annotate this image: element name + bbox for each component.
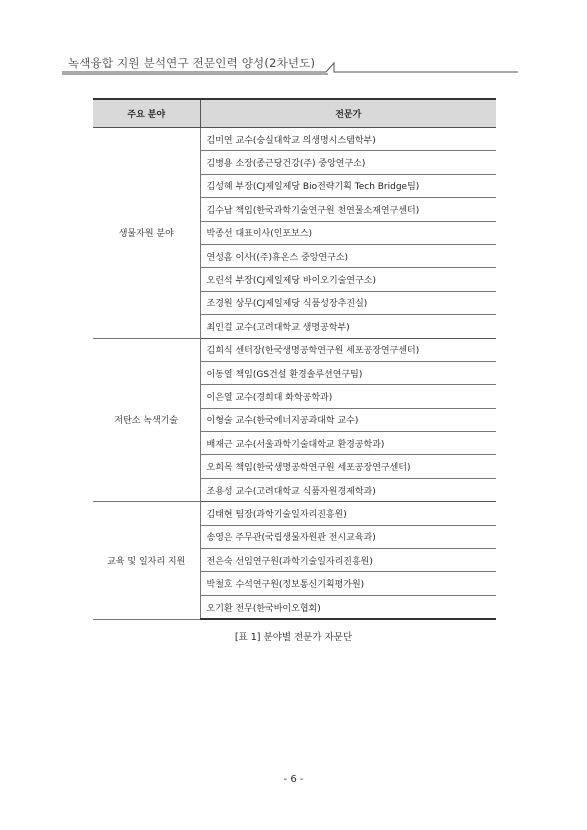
expert-cell: 오희목 책임(한국생명공학연구원 세포공장연구센터) [200,455,496,478]
expert-cell: 이형술 교수(한국에너지공과대학 교수) [200,408,496,431]
expert-cell: 조경원 상무(CJ제일제당 식품성장추진실) [200,291,496,314]
expert-cell: 이동열 책임(GS건설 환경솔루션연구팀) [200,361,496,384]
expert-cell: 김희식 센터장(한국생명공학연구원 세포공장연구센터) [200,338,496,361]
expert-cell: 김병용 소장(종근당건강(주) 중앙연구소) [200,151,496,174]
expert-cell: 박종선 대표이사(인포보스) [200,221,496,244]
expert-cell: 김태현 팀장(과학기술일자리진흥원) [200,502,496,525]
expert-cell: 김미연 교수(숭실대학교 의생명시스템학부) [200,128,496,151]
expert-cell: 조용성 교수(고려대학교 식품자원경제학과) [200,478,496,501]
expert-advisory-table [93,98,496,620]
expert-cell: 배재근 교수(서울과학기술대학교 환경공학과) [200,432,496,455]
field-cell: 저탄소 녹색기술 [93,338,200,502]
table-row [93,338,496,361]
column-header-field: 주요 분야 [93,99,200,128]
column-header-experts: 전문가 [200,99,496,128]
field-cell: 교육 및 일자리 지원 [93,502,200,619]
expert-cell: 최인걸 교수(고려대학교 생명공학부) [200,315,496,338]
header-title: 녹색융합 지원 분석연구 전문인력 양성(2차년도) [68,56,316,70]
page-number: - 6 - [283,774,304,785]
expert-cell: 박철호 수석연구원(정보통신기획평가원) [200,572,496,595]
expert-cell: 전은숙 선임연구원(과학기술일자리진흥원) [200,549,496,572]
field-cell: 생물자원 분야 [93,128,200,339]
table-caption: [표 1] 분야별 전문가 자문단 [234,632,353,643]
expert-cell: 연성흠 이사((주)휴온스 중앙연구소) [200,244,496,267]
header-rule [0,0,587,90]
expert-cell: 송영은 주무관(국립생물자원관 전시교육과) [200,525,496,548]
expert-cell: 김성혜 부장(CJ제일제당 Bio전략기획 Tech Bridge팀) [200,174,496,197]
expert-cell: 김수남 책임(한국과학기술연구원 천연물소재연구센터) [200,198,496,221]
expert-cell: 오린석 부장(CJ제일제당 바이오기술연구소) [200,268,496,291]
expert-cell: 오기환 전무(한국바이오협회) [200,595,496,619]
table-row [93,502,496,525]
table-header-row [93,99,496,128]
table-row [93,128,496,151]
expert-cell: 이은열 교수(경희대 화학공학과) [200,385,496,408]
